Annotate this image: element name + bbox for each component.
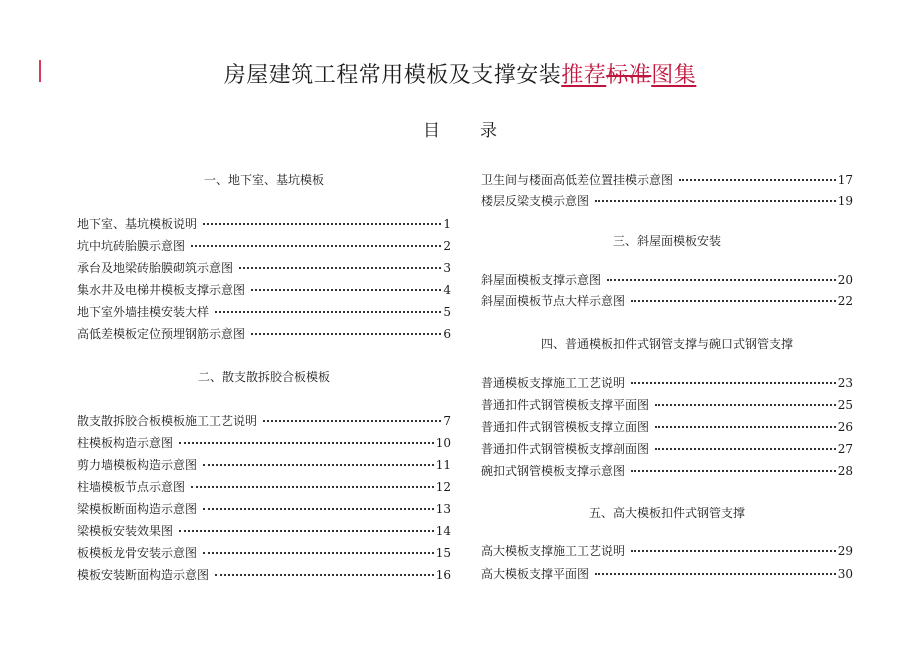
toc-entry[interactable]: [77, 216, 451, 232]
toc-entry[interactable]: [481, 193, 853, 209]
dot-leader: [203, 464, 434, 466]
toc-entry[interactable]: [77, 501, 451, 517]
toc-entry[interactable]: [77, 304, 451, 320]
section-title: 五、高大模板扣件式钢管支撑: [588, 506, 745, 520]
toc-entry[interactable]: [481, 172, 853, 188]
toc-entry[interactable]: [77, 326, 451, 342]
toc-entry[interactable]: [77, 523, 451, 539]
entry-label: 剪力墙模板构造示意图: [77, 458, 198, 472]
toc-heading: 目录: [423, 121, 537, 141]
dot-leader: [203, 552, 434, 554]
entry-label: 集水井及电梯井模板支撑示意图: [77, 283, 246, 297]
dot-leader: [595, 573, 836, 575]
dot-leader: [179, 442, 434, 444]
entry-page: 7: [443, 414, 451, 428]
entry-page: 29: [837, 544, 853, 558]
toc-entry[interactable]: [481, 441, 853, 457]
toc-entry[interactable]: [77, 282, 451, 298]
toc-entry[interactable]: [77, 567, 451, 583]
entry-label: 普通扣件式钢管模板支撑立面图: [481, 420, 650, 434]
dot-leader: [191, 486, 434, 488]
dot-leader: [179, 530, 434, 532]
entry-page: 27: [837, 442, 853, 456]
toc-entry[interactable]: [77, 545, 451, 561]
entry-page: 2: [443, 239, 451, 253]
toc-entry[interactable]: [77, 413, 451, 429]
dot-leader: [251, 333, 441, 335]
toc-entry[interactable]: [77, 479, 451, 495]
entry-label: 地下室、基坑模板说明: [77, 217, 198, 231]
entry-page: 11: [435, 458, 451, 472]
title-highlight-recommended: 推荐: [561, 63, 607, 88]
entry-label: 承台及地梁砖胎膜砌筑示意图: [77, 261, 234, 275]
dot-leader: [203, 223, 441, 225]
entry-label: 普通模板支撑施工工艺说明: [481, 376, 626, 390]
entry-page: 5: [443, 305, 451, 319]
entry-label: 梁模板安装效果图: [77, 524, 174, 538]
section-title: 二、散支散拆胶合板模板: [197, 370, 330, 384]
dot-leader: [655, 426, 836, 428]
entry-page: 13: [435, 502, 451, 516]
dot-leader: [251, 289, 441, 291]
entry-label: 散支散拆胶合板模板施工工艺说明: [77, 414, 258, 428]
toc-entry[interactable]: [77, 238, 451, 254]
entry-page: 1: [443, 217, 451, 231]
toc-entry[interactable]: [481, 375, 853, 391]
dot-leader: [203, 508, 434, 510]
entry-label: 高低差模板定位预埋钢筋示意图: [77, 327, 246, 341]
entry-page: 16: [435, 568, 451, 582]
section-title: 一、地下室、基坑模板: [203, 173, 324, 187]
entry-label: 高大模板支撑施工工艺说明: [481, 544, 626, 558]
entry-label: 柱模板构造示意图: [77, 436, 174, 450]
dot-leader: [631, 300, 836, 302]
entry-page: 15: [435, 546, 451, 560]
dot-leader: [239, 267, 441, 269]
entry-page: 23: [837, 376, 853, 390]
toc-entry[interactable]: [481, 566, 853, 582]
section-title: 四、普通模板扣件式钢管支撑与碗口式钢管支撑: [540, 337, 793, 351]
entry-page: 17: [837, 173, 853, 187]
entry-label: 地下室外墙挂模安装大样: [77, 305, 210, 319]
entry-page: 22: [837, 294, 853, 308]
entry-label: 板模板龙骨安装示意图: [77, 546, 198, 560]
title-highlight-atlas: 图集: [651, 63, 697, 88]
title-strike-standard: 标准: [606, 63, 652, 88]
entry-label: 梁模板断面构造示意图: [77, 502, 198, 516]
entry-page: 6: [443, 327, 451, 341]
dot-leader: [655, 448, 836, 450]
entry-label: 高大模板支撑平面图: [481, 567, 590, 581]
toc-entry[interactable]: [77, 435, 451, 451]
dot-leader: [191, 245, 441, 247]
toc-entry[interactable]: [481, 419, 853, 435]
entry-label: 普通扣件式钢管模板支撑平面图: [481, 398, 650, 412]
toc-entry[interactable]: [481, 397, 853, 413]
entry-label: 柱墙模板节点示意图: [77, 480, 186, 494]
dot-leader: [215, 574, 434, 576]
entry-page: 12: [435, 480, 451, 494]
entry-page: 4: [443, 283, 451, 297]
toc-entry[interactable]: [481, 463, 853, 479]
entry-label: 坑中坑砖胎膜示意图: [77, 239, 186, 253]
entry-label: 斜屋面模板支撑示意图: [481, 273, 602, 287]
dot-leader: [631, 382, 836, 384]
dot-leader: [215, 311, 441, 313]
entry-page: 19: [837, 194, 853, 208]
entry-page: 3: [443, 261, 451, 275]
toc-entry[interactable]: [481, 293, 853, 309]
dot-leader: [679, 179, 836, 181]
entry-label: 模板安装断面构造示意图: [77, 568, 210, 582]
dot-leader: [655, 404, 836, 406]
title-main: 房屋建筑工程常用模板及支撑安装: [223, 63, 562, 88]
entry-page: 20: [837, 273, 853, 287]
toc-entry[interactable]: [77, 457, 451, 473]
section-title: 三、斜屋面模板安装: [612, 234, 721, 248]
entry-page: 26: [837, 420, 853, 434]
toc-entry[interactable]: [481, 272, 853, 288]
dot-leader: [607, 279, 836, 281]
entry-label: 普通扣件式钢管模板支撑剖面图: [481, 442, 650, 456]
entry-page: 25: [837, 398, 853, 412]
entry-label: 卫生间与楼面高低差位置挂模示意图: [481, 173, 674, 187]
entry-page: 10: [435, 436, 451, 450]
dot-leader: [263, 420, 441, 422]
dot-leader: [595, 200, 836, 202]
entry-label: 楼层反梁支模示意图: [481, 194, 590, 208]
entry-label: 碗扣式钢管模板支撑示意图: [481, 464, 626, 478]
entry-page: 28: [837, 464, 853, 478]
dot-leader: [631, 550, 836, 552]
entry-label: 斜屋面模板节点大样示意图: [481, 294, 626, 308]
toc-entry[interactable]: [481, 543, 853, 559]
toc-entry[interactable]: [77, 260, 451, 276]
page-title: [0, 58, 920, 89]
entry-page: 14: [435, 524, 451, 538]
dot-leader: [631, 470, 836, 472]
entry-page: 30: [837, 567, 853, 581]
